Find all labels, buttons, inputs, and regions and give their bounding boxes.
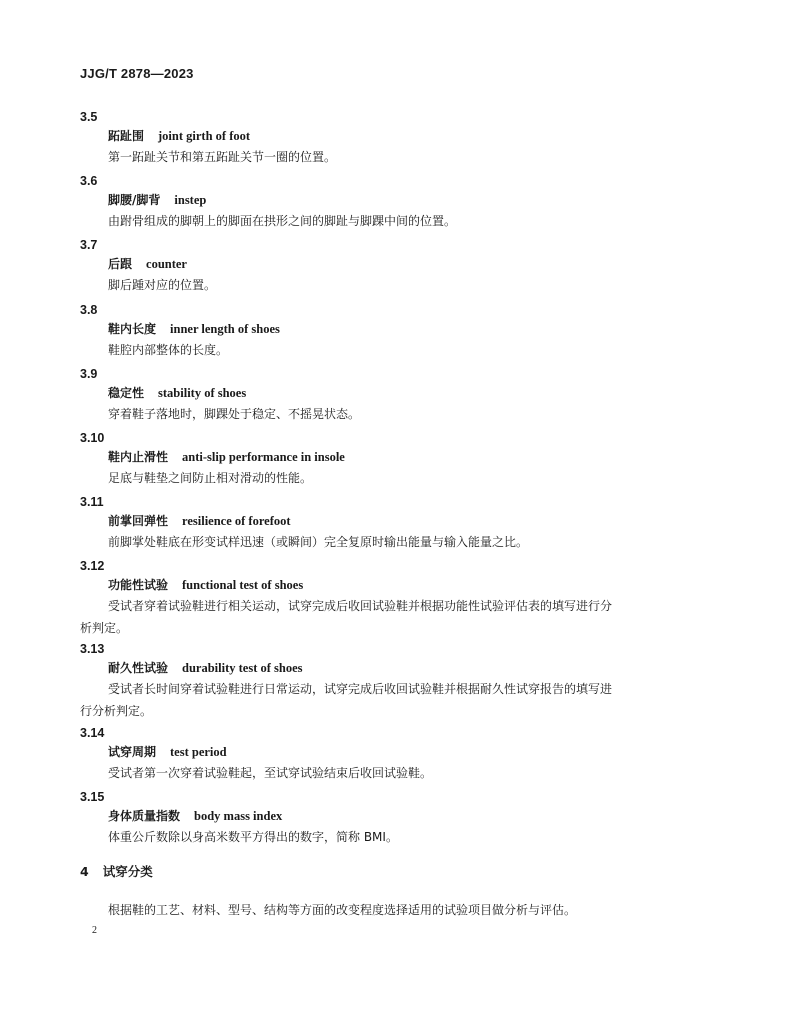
term-entry-3-8 [80,301,720,361]
entry-number: 3.12 [80,559,105,573]
definition-text: 受试者第一次穿着试验鞋起，至试穿试验结束后收回试验鞋。 [108,766,433,780]
term-chinese: 鞋内止滑性 [108,450,169,464]
term-entry-3-13 [80,640,720,722]
entry-number: 3.14 [80,726,105,740]
term-english: stability of shoes [158,386,247,400]
term-chinese: 脚腰/脚背 [108,193,161,207]
term-chinese: 耐久性试验 [108,661,169,675]
entry-term [108,190,720,210]
term-english: inner length of shoes [170,322,280,336]
term-chinese: 试穿周期 [108,745,157,759]
definition-line-2: 析判定。 [80,621,129,635]
term-entry-3-15 [80,788,720,848]
term-entry-3-9 [80,365,720,425]
entry-definition [80,762,720,784]
entry-definition [80,339,720,361]
term-entry-3-10 [80,429,720,489]
entry-term [108,806,720,826]
entry-term [108,383,720,403]
entry-definition [80,826,720,848]
entry-term [108,742,720,762]
entry-definition [80,274,720,296]
definition-line-1: 受试者长时间穿着试验鞋进行日常运动，试穿完成后收回试验鞋并根据耐久性试穿报告的填写进 [108,682,613,696]
entry-number: 3.6 [80,174,98,188]
term-chinese: 鞋内长度 [108,322,157,336]
entry-definition [80,403,720,425]
entry-number: 3.5 [80,110,98,124]
entry-term [108,254,720,274]
term-entry-3-11 [80,493,720,553]
section-title: 试穿分类 [102,864,153,879]
definition-text: 第一跖趾关节和第五跖趾关节一圈的位置。 [108,150,337,164]
entry-term [108,319,720,339]
entry-number: 3.13 [80,642,105,656]
entry-number: 3.10 [80,431,105,445]
section-body: 根据鞋的工艺、材料、型号、结构等方面的改变程度选择适用的试验项目做分析与评估。 [108,903,577,917]
term-english: resilience of forefoot [182,514,291,528]
entry-number: 3.8 [80,303,98,317]
term-entry-3-5 [80,108,720,168]
entry-definition [80,210,720,232]
doc-code-header: JJG/T 2878—2023 [80,66,194,81]
term-entry-3-14 [80,724,720,784]
term-english: functional test of shoes [182,578,304,592]
term-english: instep [174,193,207,207]
entry-term [108,447,720,467]
entry-definition [80,531,720,553]
entry-term [108,575,720,595]
term-english: counter [146,257,187,271]
term-chinese: 身体质量指数 [108,809,181,823]
section-heading [80,862,153,880]
definition-text: 体重公斤数除以身高米数平方得出的数字，简称 BMI。 [108,830,398,844]
definition-line-2: 行分析判定。 [80,704,153,718]
term-chinese: 稳定性 [108,386,145,400]
entry-definition [80,595,720,639]
definition-text: 足底与鞋垫之间防止相对滑动的性能。 [108,471,313,485]
term-chinese: 跖趾围 [108,129,145,143]
entry-number: 3.9 [80,367,98,381]
definition-text: 脚后踵对应的位置。 [108,278,217,292]
entry-number: 3.11 [80,495,104,509]
definition-text: 穿着鞋子落地时，脚踝处于稳定、不摇晃状态。 [108,407,361,421]
entry-number: 3.15 [80,790,105,804]
term-english: durability test of shoes [182,661,303,675]
entry-term [108,658,720,678]
definition-text: 前脚掌处鞋底在形变试样迅速（或瞬间）完全复原时输出能量与输入能量之比。 [108,535,529,549]
term-entry-3-7 [80,236,720,296]
entry-number: 3.7 [80,238,98,252]
entry-definition [80,678,720,722]
term-english: joint girth of foot [158,129,251,143]
definition-line-1: 受试者穿着试验鞋进行相关运动，试穿完成后收回试验鞋并根据功能性试验评估表的填写进行分 [108,599,613,613]
entry-definition [80,467,720,489]
term-english: anti-slip performance in insole [182,450,345,464]
term-chinese: 前掌回弹性 [108,514,169,528]
term-entry-3-6 [80,172,720,232]
term-english: body mass index [194,809,283,823]
term-entry-3-12 [80,557,720,639]
term-chinese: 功能性试验 [108,578,169,592]
section-number: 4 [80,864,89,879]
entry-definition [80,146,720,168]
term-chinese: 后跟 [108,257,133,271]
definition-text: 由跗骨组成的脚朝上的脚面在拱形之间的脚趾与脚踝中间的位置。 [108,214,457,228]
entry-term [108,511,720,531]
term-english: test period [170,745,227,759]
page-number: 2 [92,925,97,936]
entry-term [108,126,720,146]
definition-text: 鞋腔内部整体的长度。 [108,343,229,357]
